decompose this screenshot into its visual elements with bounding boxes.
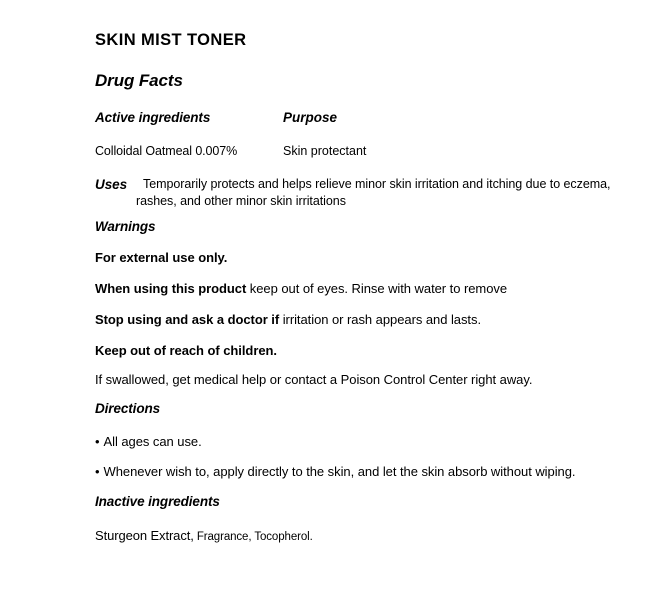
warnings-heading: Warnings (95, 219, 156, 234)
directions-item-text: All ages can use. (103, 434, 202, 449)
active-ingredients-header: Active ingredients (95, 110, 211, 125)
warning-when-using-lead: When using this product (95, 281, 247, 296)
bullet-icon: • (95, 434, 100, 449)
drug-facts-panel-title: Drug Facts (95, 71, 183, 90)
warning-stop-using (95, 312, 481, 327)
product-title: SKIN MIST TONER (95, 31, 247, 49)
directions-heading: Directions (95, 401, 161, 416)
uses-text: Temporarily protects and helps relieve minor skin irritation and itching due to eczema, rashes, and other minor skin irritations (136, 177, 611, 208)
inactive-ingredients-value (95, 527, 313, 545)
warning-stop-using-rest: irritation or rash appears and lasts. (279, 312, 482, 327)
warning-keep-out-text: Keep out of reach of children. (95, 343, 277, 358)
purpose-value: Skin protectant (283, 144, 367, 158)
warning-when-using-rest: keep out of eyes. Rinse with water to remove (246, 281, 508, 296)
warning-external-use (95, 250, 227, 265)
active-ingredient-value: Colloidal Oatmeal 0.007% (95, 144, 238, 158)
uses-paragraph: Uses Temporarily protects and helps relieve minor skin irritation and itching due to eczema, rashes, and other minor skin irritations (95, 177, 611, 208)
inactive-ingredients-secondary: Fragrance, Tocopherol. (193, 531, 313, 543)
warning-if-swallowed: If swallowed, get medical help or contact a Poison Control Center right away. (95, 372, 533, 387)
bullet-icon: • (95, 464, 100, 479)
warning-keep-out-of-reach (95, 343, 277, 358)
directions-list-item (95, 464, 575, 479)
warning-stop-using-lead: Stop using and ask a doctor if (95, 312, 280, 327)
directions-item-text: Whenever wish to, apply directly to the skin, and let the skin absorb without wiping. (103, 464, 576, 479)
warning-external-use-text: For external use only. (95, 250, 228, 265)
inactive-ingredients-primary: Sturgeon Extract, (95, 528, 194, 543)
uses-section (95, 176, 615, 210)
directions-list-item (95, 434, 202, 449)
purpose-header: Purpose (283, 110, 338, 125)
warning-when-using (95, 281, 507, 296)
inactive-ingredients-heading: Inactive ingredients (95, 494, 220, 509)
